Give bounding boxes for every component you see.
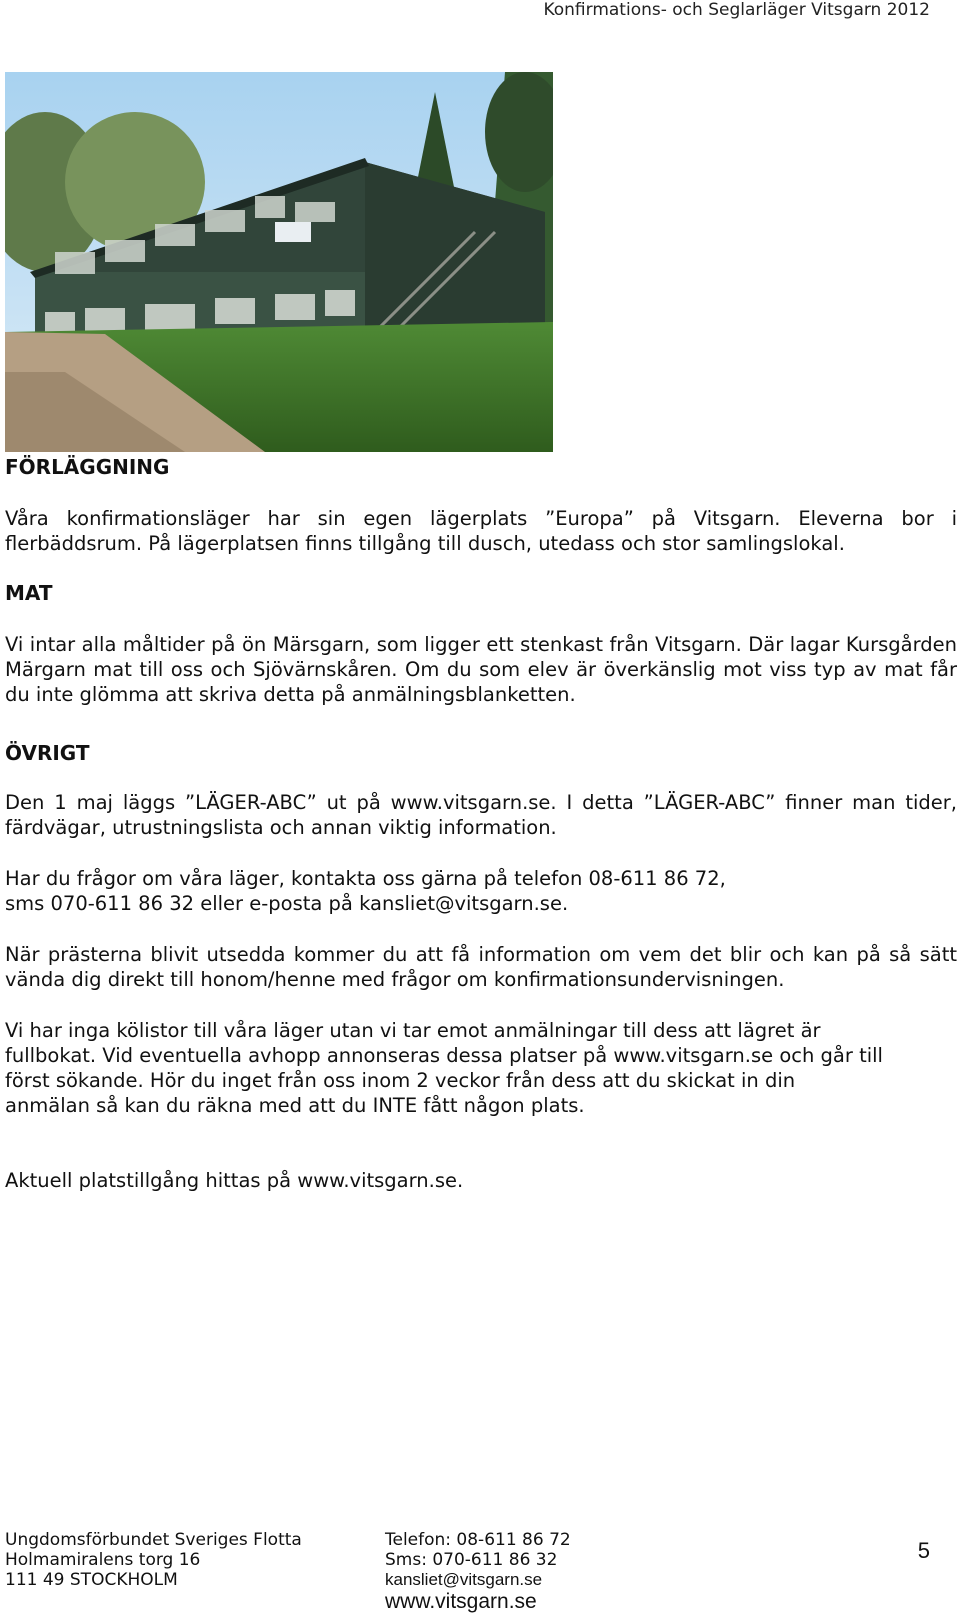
contact-line-1: Har du frågor om våra läger, kontakta oss gärna på telefon 08-611 86 72, xyxy=(5,867,726,890)
ovrigt-priests-text: När prästerna blivit utsedda kommer du att få information om vem det blir och kan på så sätt vända dig direkt till honom/henne med frågor om konfirmationsundervisningen. xyxy=(5,943,957,991)
heading-mat: MAT xyxy=(5,581,53,605)
footer-web: www.vitsgarn.se xyxy=(385,1590,537,1613)
ovrigt-contact-text xyxy=(5,866,957,916)
footer-sms: Sms: 070-611 86 32 xyxy=(385,1550,558,1570)
heading-ovrigt: ÖVRIGT xyxy=(5,741,90,765)
queue-line-3: först sökande. Hör du inget från oss inom 2 veckor från dess att du skickat in din xyxy=(5,1069,796,1092)
queue-line-4: anmälan så kan du räkna med att du INTE fått någon plats. xyxy=(5,1094,585,1117)
footer-address xyxy=(5,1530,302,1590)
footer-phone: Telefon: 08-611 86 72 xyxy=(385,1530,571,1550)
page-number: 5 xyxy=(917,1538,930,1563)
camp-building-photo xyxy=(5,72,553,452)
contact-line-2: sms 070-611 86 32 eller e-posta på kansliet@vitsgarn.se. xyxy=(5,892,569,915)
ovrigt-queue-text xyxy=(5,1018,957,1118)
ovrigt-availability-text: Aktuell platstillgång hittas på www.vitsgarn.se. xyxy=(5,1169,464,1192)
running-header: Konfirmations- och Seglarläger Vitsgarn 2012 xyxy=(543,0,930,20)
queue-line-2: fullbokat. Vid eventuella avhopp annonseras dessa platser på www.vitsgarn.se och går till xyxy=(5,1044,883,1067)
page-footer xyxy=(5,1530,957,1617)
ovrigt-lager-abc-text: Den 1 maj läggs ”LÄGER-ABC” ut på www.vitsgarn.se. I detta ”LÄGER-ABC” finner man tider, färdvägar, utrustningslista och annan viktig information. xyxy=(5,791,957,839)
footer-street: Holmamiralens torg 16 xyxy=(5,1550,201,1570)
mat-text: Vi intar alla måltider på ön Märsgarn, som ligger ett stenkast från Vitsgarn. Där lagar Kursgården Märgarn mat till oss och Sjövärnskåren. Om du som elev är överkänslig mot viss typ av mat får du inte glömma att skriva detta på anmälningsblanketten. xyxy=(5,633,957,706)
queue-line-1: Vi har inga kölistor till våra läger utan vi tar emot anmälningar till dess att lägret är xyxy=(5,1019,821,1042)
footer-city: 111 49 STOCKHOLM xyxy=(5,1570,178,1590)
footer-email: kansliet@vitsgarn.se xyxy=(385,1570,543,1589)
footer-contact xyxy=(385,1530,571,1614)
forlaggning-text: Våra konfirmationsläger har sin egen lägerplats ”Europa” på Vitsgarn. Eleverna bor i flerbäddsrum. På lägerplatsen finns tillgång till dusch, utedass och stor samlingslokal. xyxy=(5,507,957,555)
heading-forlaggning: FÖRLÄGGNING xyxy=(5,455,170,479)
footer-org: Ungdomsförbundet Sveriges Flotta xyxy=(5,1530,302,1550)
